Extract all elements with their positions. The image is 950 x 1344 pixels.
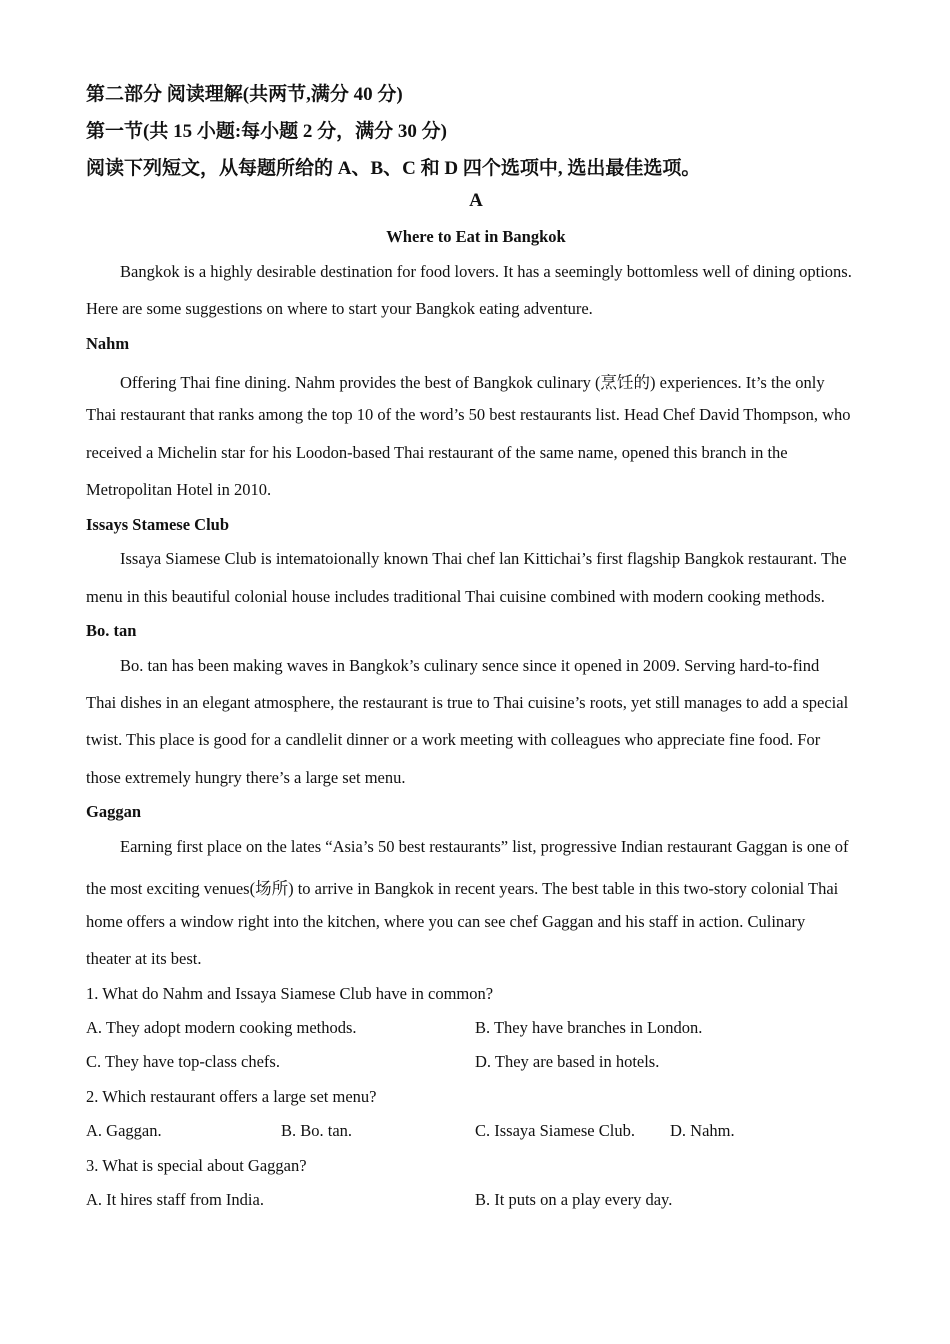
paragraph-line: Issaya Siamese Club is intematoionally known Thai chef lan Kittichai’s first flagship Bangkok restaurant. The xyxy=(120,549,847,568)
intro-line: Here are some suggestions on where to start your Bangkok eating adventure. xyxy=(86,299,593,318)
intro-line: Bangkok is a highly desirable destination for food lovers. It has a seemingly bottomless well of dining options. xyxy=(120,262,852,281)
paragraph-line: menu in this beautiful colonial house includes traditional Thai cuisine combined with modern cooking methods. xyxy=(86,587,825,606)
paragraph-line: Thai dishes in an elegant atmosphere, the restaurant is true to Thai cuisine’s roots, yet still manages to add a special xyxy=(86,693,849,712)
option-3a: A. It hires staff from India. xyxy=(86,1190,264,1209)
instruction-text: 阅读下列短文，从每题所给的 A、B、C 和 D 四个选项中, 选出最佳选项。 xyxy=(86,158,701,179)
section-heading-botan: Bo. tan xyxy=(86,621,137,640)
paragraph-line: Bo. tan has been making waves in Bangkok’s culinary sence since it opened in 2009. Serving hard-to-find xyxy=(120,656,820,675)
paragraph-line: twist. This place is good for a candlelit dinner or a work meeting with colleagues who appreciate fine food. For xyxy=(86,730,821,749)
question-stem-3: 3. What is special about Gaggan? xyxy=(86,1156,307,1175)
passage-letter: A xyxy=(469,190,483,211)
section-heading: 第一节(共 15 小题:每小题 2 分，满分 30 分) xyxy=(86,121,447,142)
paragraph-line: received a Michelin star for his Loodon-based Thai restaurant of the same name, opened this branch in the xyxy=(86,443,788,462)
option-2c: C. Issaya Siamese Club. xyxy=(475,1121,635,1140)
paragraph-line: Metropolitan Hotel in 2010. xyxy=(86,480,272,499)
part-heading: 第二部分 阅读理解(共两节,满分 40 分) xyxy=(86,84,403,105)
section-heading-issaya: Issays Stamese Club xyxy=(86,515,230,534)
paragraph-line: theater at its best. xyxy=(86,949,202,968)
paragraph-line: Thai restaurant that ranks among the top 10 of the word’s 50 best restaurants list. Head Chef David Thompson, who xyxy=(86,405,851,424)
option-2a: A. Gaggan. xyxy=(86,1121,162,1140)
option-1d: D. They are based in hotels. xyxy=(475,1052,660,1071)
section-heading-nahm: Nahm xyxy=(86,334,130,353)
option-1a: A. They adopt modern cooking methods. xyxy=(86,1018,357,1037)
option-2d: D. Nahm. xyxy=(670,1121,735,1140)
question-stem-1: 1. What do Nahm and Issaya Siamese Club have in common? xyxy=(86,984,494,1003)
section-heading-gaggan: Gaggan xyxy=(86,802,142,821)
passage-title: Where to Eat in Bangkok xyxy=(386,227,566,246)
option-3b: B. It puts on a play every day. xyxy=(475,1190,673,1209)
question-stem-2: 2. Which restaurant offers a large set menu? xyxy=(86,1087,377,1106)
option-1b: B. They have branches in London. xyxy=(475,1018,703,1037)
paragraph-line: home offers a window right into the kitchen, where you can see chef Gaggan and his staff in action. Culinary xyxy=(86,912,806,931)
paragraph-line: Offering Thai fine dining. Nahm provides the best of Bangkok culinary (烹饪的) experiences. It’s the only xyxy=(120,373,825,392)
option-1c: C. They have top-class chefs. xyxy=(86,1052,280,1071)
paragraph-line: those extremely hungry there’s a large set menu. xyxy=(86,768,406,787)
paragraph-line: Earning first place on the lates “Asia’s 50 best restaurants” list, progressive Indian restaurant Gaggan is one of xyxy=(120,837,849,856)
option-2b: B. Bo. tan. xyxy=(281,1121,353,1140)
paragraph-line: the most exciting venues(场所) to arrive in Bangkok in recent years. The best table in this two-story colonial Thai xyxy=(86,879,839,898)
